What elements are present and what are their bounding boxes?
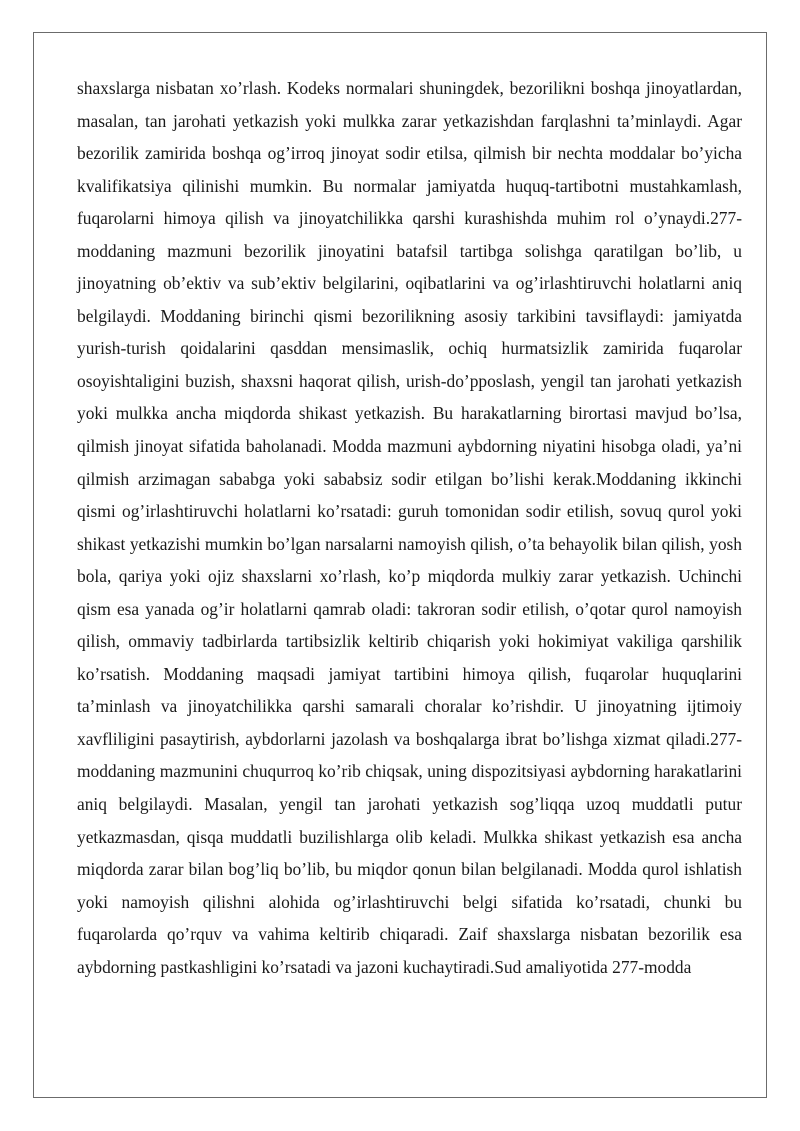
body-paragraph: shaxslarga nisbatan xo’rlash. Kodeks normalari shuningdek, bezorilikni boshqa jinoyatlardan, masalan, tan jarohati yetkazish yoki mulkka zarar yetkazishdan farqlashni ta’minlaydi. Agar bezorilik zamirida boshqa og’irroq jinoyat sodir etilsa, qilmish bir nechta moddalar bo’yicha kvalifikatsiya qilinishi mumkin. Bu normalar jamiyatda huquq-tartibotni mustahkamlash, fuqarolarni himoya qilish va jinoyatchilikka qarshi kurashishda muhim rol o’ynaydi.277-moddaning mazmuni bezorilik jinoyatini batafsil tartibga solishga qaratilgan bo’lib, u jinoyatning ob’ektiv va sub’ektiv belgilarini, oqibatlarini va og’irlashtiruvchi holatlarni aniq belgilaydi. Moddaning birinchi qismi bezorilikning asosiy tarkibini tavsiflaydi: jamiyatda yurish-turish qoidalarini qasddan mensimaslik, ochiq hurmatsizlik zamirida fuqarolar osoyishtaligini buzish, shaxsni haqorat qilish, urish-do’pposlash, yengil tan jarohati yetkazish yoki mulkka ancha miqdorda shikast yetkazish. Bu harakatlarning birortasi mavjud bo’lsa, qilmish jinoyat sifatida baholanadi. Modda mazmuni aybdorning niyatini hisobga oladi, ya’ni qilmish arzimagan sababga yoki sababsiz sodir etilgan bo’lishi kerak.Moddaning ikkinchi qismi og’irlashtiruvchi holatlarni ko’rsatadi: guruh tomonidan sodir etilish, sovuq qurol yoki shikast yetkazishi mumkin bo’lgan narsalarni namoyish qilish, o’ta behayolik bilan qilish, yosh bola, qariya yoki ojiz shaxslarni xo’rlash, ko’p miqdorda mulkiy zarar yetkazish. Uchinchi qism esa yanada og’ir holatlarni qamrab oladi: takroran sodir etilish, o’qotar qurol namoyish qilish, ommaviy tadbirlarda tartibsizlik keltirib chiqarish yoki hokimiyat vakiliga qarshilik ko’rsatish. Moddaning maqsadi jamiyat tartibini himoya qilish, fuqarolar huquqlarini ta’minlash va jinoyatchilikka qarshi samarali choralar ko’rishdir. U jinoyatning ijtimoiy xavfliligini pasaytirish, aybdorlarni jazolash va boshqalarga ibrat bo’lishga xizmat qiladi.277-moddaning mazmunini chuqurroq ko’rib chiqsak, uning dispozitsiyasi aybdorning harakatlarini aniq belgilaydi. Masalan, yengil tan jarohati yetkazish sog’liqqa uzoq muddatli putur yetkazmasdan, qisqa muddatli buzilishlarga olib keladi. Mulkka shikast yetkazish esa ancha miqdorda zarar bilan bog’liq bo’lib, bu miqdor qonun bilan belgilanadi. Modda qurol ishlatish yoki namoyish qilishni alohida og’irlashtiruvchi belgi sifatida ko’rsatadi, chunki bu fuqarolarda qo’rquv va vahima keltirib chiqaradi. Zaif shaxslarga nisbatan bezorilik esa aybdorning pastkashligini ko’rsatadi va jazoni kuchaytiradi.Sud amaliyotida 277-modda — [77, 78, 742, 977]
